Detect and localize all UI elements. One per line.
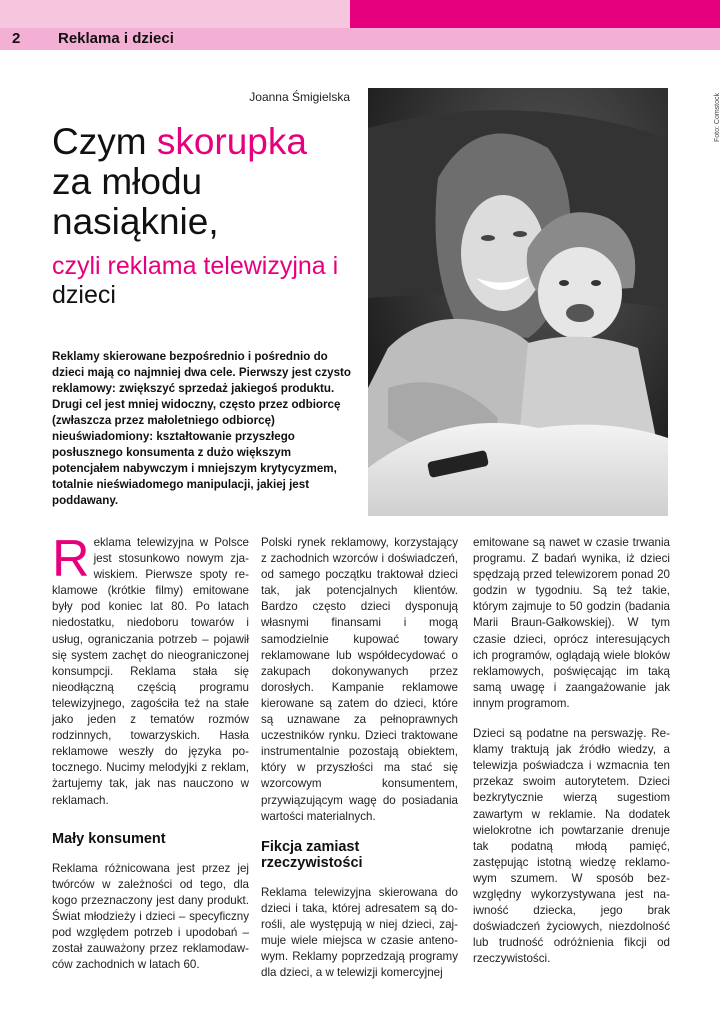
header-bar-light	[0, 0, 350, 28]
col1-paragraph-1	[52, 530, 249, 809]
col2-paragraph-1: Polski rynek reklamowy, korzystający z zachodnich wzorców i doświadczeń, od samego początku traktował dzieci tak, jak potencjalnych klientów. Bardzo często dzieci dysponują własnymi finansami i mogą samodzielnie kupować towary reklamowane lub współdecydować o zakupach dokonywanych przez dorosłych. Kampanie reklamowe kierowane są zatem do dzieci, które są uznawane za pełnoprawnych uczestników rynku. Dzieci traktowane instrumentalnie pozostają obiektem, który w przyszłości ma stać się wzorcowym konsumentem, przywiązującym wagę do posiadania wartości materialnych.	[261, 536, 458, 823]
section-heading-fikcja: Fikcja zamiast rzeczywistości	[261, 838, 363, 871]
text-column-3	[473, 535, 670, 981]
section-heading-maly-konsument: Mały konsument	[52, 830, 166, 847]
article-title	[52, 122, 352, 242]
title-line3: nasiąknie,	[52, 201, 219, 242]
header-bar-accent	[350, 0, 720, 28]
col1-paragraph-2: Reklama różnicowana jest przez jej twórców w zależności od tego, dla kogo przeznaczony jest dany produkt. Świat młodzieży i dzieci – specyficzny pod względem potrzeb i upodobań – został zauważony przez reklamodawców zachodnich w latach 60.	[52, 861, 249, 972]
title-line1-plain: Czym	[52, 121, 157, 162]
title-line2: za młodu	[52, 161, 203, 202]
subtitle-accent: czyli reklama telewizyjna i	[52, 252, 339, 280]
col3-paragraph-1: emitowane są nawet w czasie trwania programu. Z badań wynika, iż dzieci spędzają przed telewizorem ponad 20 godzin w tygodniu. Są też takie, którym zajmuje to 50 godzin (badania Marii Braun-Gałkowskiej). W tym czasie dzieci, oprócz interesujących ich programów, oglądają wiele bloków reklamowych, poświęcając im taką samą uwagę i zaangażowanie jak innym programom.	[473, 536, 670, 710]
article-photo	[368, 88, 668, 516]
photo-credit	[704, 90, 721, 150]
col1-paragraph-1-text: eklama telewizyjna w Polsce jest stosunkowo nowym zjawiskiem. Pierwsze spoty reklamowe (krótkie filmy) emitowane były pod koniec lat 80. Po latach niedostatku, niedoboru towarów i usług, ograniczania potrzeb – pojawił się system zachęt do nieograniczonej konsumpcji. Reklama stała się nieodłączną częścią programu telewizyjnego, zagościła też na stałe jako jeden z tematów rozmów rodzinnych, towarzyskich. Hasła reklamowe weszły do języka potocznego. Nucimy melodyjki z reklam, żartujemy tak, jak nas nauczono w reklamach.	[52, 536, 249, 807]
photo-illustration	[368, 88, 668, 516]
author-name: Joanna Śmigielska	[249, 90, 350, 104]
photo-credit-text: Foto: Comstock	[714, 92, 721, 142]
drop-cap: R	[52, 530, 90, 588]
page-number: 2	[12, 30, 21, 47]
title-line1-accent: skorupka	[156, 121, 307, 162]
col3-paragraph-2: Dzieci są podatne na perswazję. Reklamy traktują jak źródło wiedzy, a telewizja poświadcza i wzmacnia ten przekaz swoim autorytetem. Dzieci bezkrytycznie wierzą sugestiom zawartym w reklamie. Na dodatek wielokrotne ich powtarzanie drenuje tak podatną młodą pamięć, zastępując istotną wiedzę reklamowym szumem. W sposób bezwzględny wykorzystywana jest naiwność dziecka, jego brak doświadczeń życiowych, niezdolność lub trudność odróżnienia fikcji od rzeczywistości.	[473, 727, 670, 966]
section-title: Reklama i dzieci	[58, 30, 174, 47]
article-subtitle	[52, 252, 352, 310]
subtitle-plain: dzieci	[52, 281, 116, 309]
text-column-2	[261, 535, 458, 995]
col2-paragraph-2: Reklama telewizyjna skierowana do dzieci i taka, której adresatem są dorośli, ale występują w niej dzieci, zajmuje wiele miejsca w czasie antenowym. Reklamy poprzedzają programy dla dzieci, a w telewizji komercyjnej	[261, 885, 458, 980]
text-column-1	[52, 530, 249, 987]
lead-paragraph: Reklamy skierowane bezpośrednio i pośrednio do dzieci mają co najmniej dwa cele. Pierwszy jest czysto reklamowy: zwiększyć sprzedaż jakiegoś produktu. Drugi cel jest mniej widoczny, często przez odbiorcę (zwłaszcza przez małoletniego odbiorcę) nieuświadomiony: kształtowanie przyszłego posłusznego konsumenta z dużo większym potencjałem nabywczym i mniejszym krytycyzmem, totalnie nieświadomego manipulacji, jakiej jest poddawany.	[52, 350, 351, 507]
